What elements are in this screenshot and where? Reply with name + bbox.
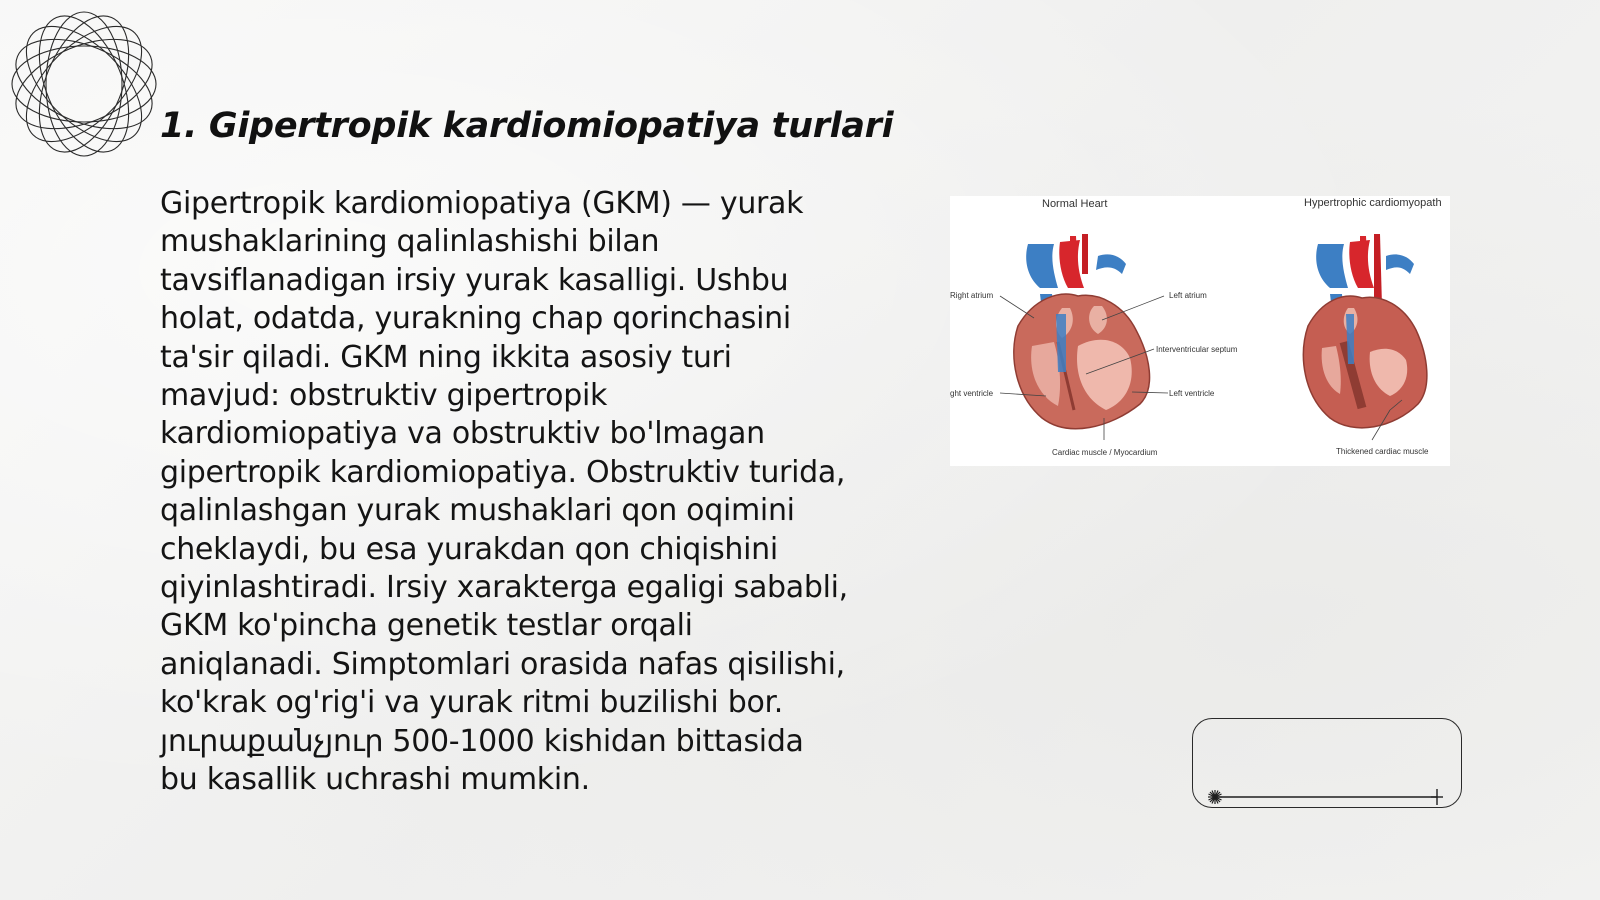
- label-left-ventricle: Left ventricle: [1169, 389, 1215, 398]
- label-left-atrium: Left atrium: [1169, 291, 1207, 300]
- concentric-rings-ornament-icon: [10, 10, 158, 158]
- ornament-ring: [10, 21, 158, 146]
- ornament-ring: [10, 10, 158, 158]
- sparkle-icon: [1208, 790, 1222, 804]
- label-thickened-muscle: Thickened cardiac muscle: [1336, 447, 1429, 456]
- hcm-heading: Hypertrophic cardiomyopath: [1304, 197, 1442, 209]
- label-septum: Interventricular septum: [1156, 345, 1238, 354]
- normal-heart-drawing: [1000, 234, 1168, 440]
- slide-body-text: Gipertropik kardiomiopatiya (GKM) — yurak mushaklarining qalinlashishi bilan tavsiflanadigan irsiy yurak kasalligi. Ushbu holat, odatda, yurakning chap qorinchasini ta'sir qiladi. GKM ning ikkita asosiy turi mavjud: obstruktiv gipertropik kardiomiopatiya va obstruktiv bo'lmagan gipertropik kardiomiopatiya. Obstruktiv turida, qalinlashgan yurak mushaklari qon oqimini cheklaydi, bu esa yurakdan qon chiqishini qiyinlashtiradi. Irsiy xarakterga egaligi sababli, GKM ko'pincha genetik testlar orqali aniqlanadi. Simptomlari orasida nafas qisilishi, ko'krak og'rig'i va yurak ritmi buzilishi bor. յուրաքանչյուր 500-1000 kishidan bittasida bu kasallik uchrashi mumkin.: [160, 186, 848, 798]
- ornament-ring: [21, 10, 146, 158]
- label-right-atrium: Right atrium: [950, 291, 994, 300]
- ornament-ring: [10, 10, 158, 158]
- hypertrophic-heart-drawing: [1303, 234, 1426, 440]
- label-right-ventricle: ght ventricle: [950, 389, 994, 398]
- slide-title: 1. Gipertropik kardiomiopatiya turlari: [160, 106, 894, 146]
- label-myocardium: Cardiac muscle / Myocardium: [1052, 448, 1158, 457]
- ornament-ring: [46, 12, 122, 156]
- cross-star-icon: [1431, 789, 1443, 805]
- normal-heart-heading: Normal Heart: [1042, 198, 1108, 210]
- decorative-frame: [1192, 718, 1462, 808]
- decorative-line: [1207, 789, 1447, 805]
- ornament-ring: [12, 46, 156, 122]
- ornament-ring: [21, 10, 146, 158]
- heart-comparison-image: [950, 196, 1450, 466]
- ornament-ring: [10, 21, 158, 146]
